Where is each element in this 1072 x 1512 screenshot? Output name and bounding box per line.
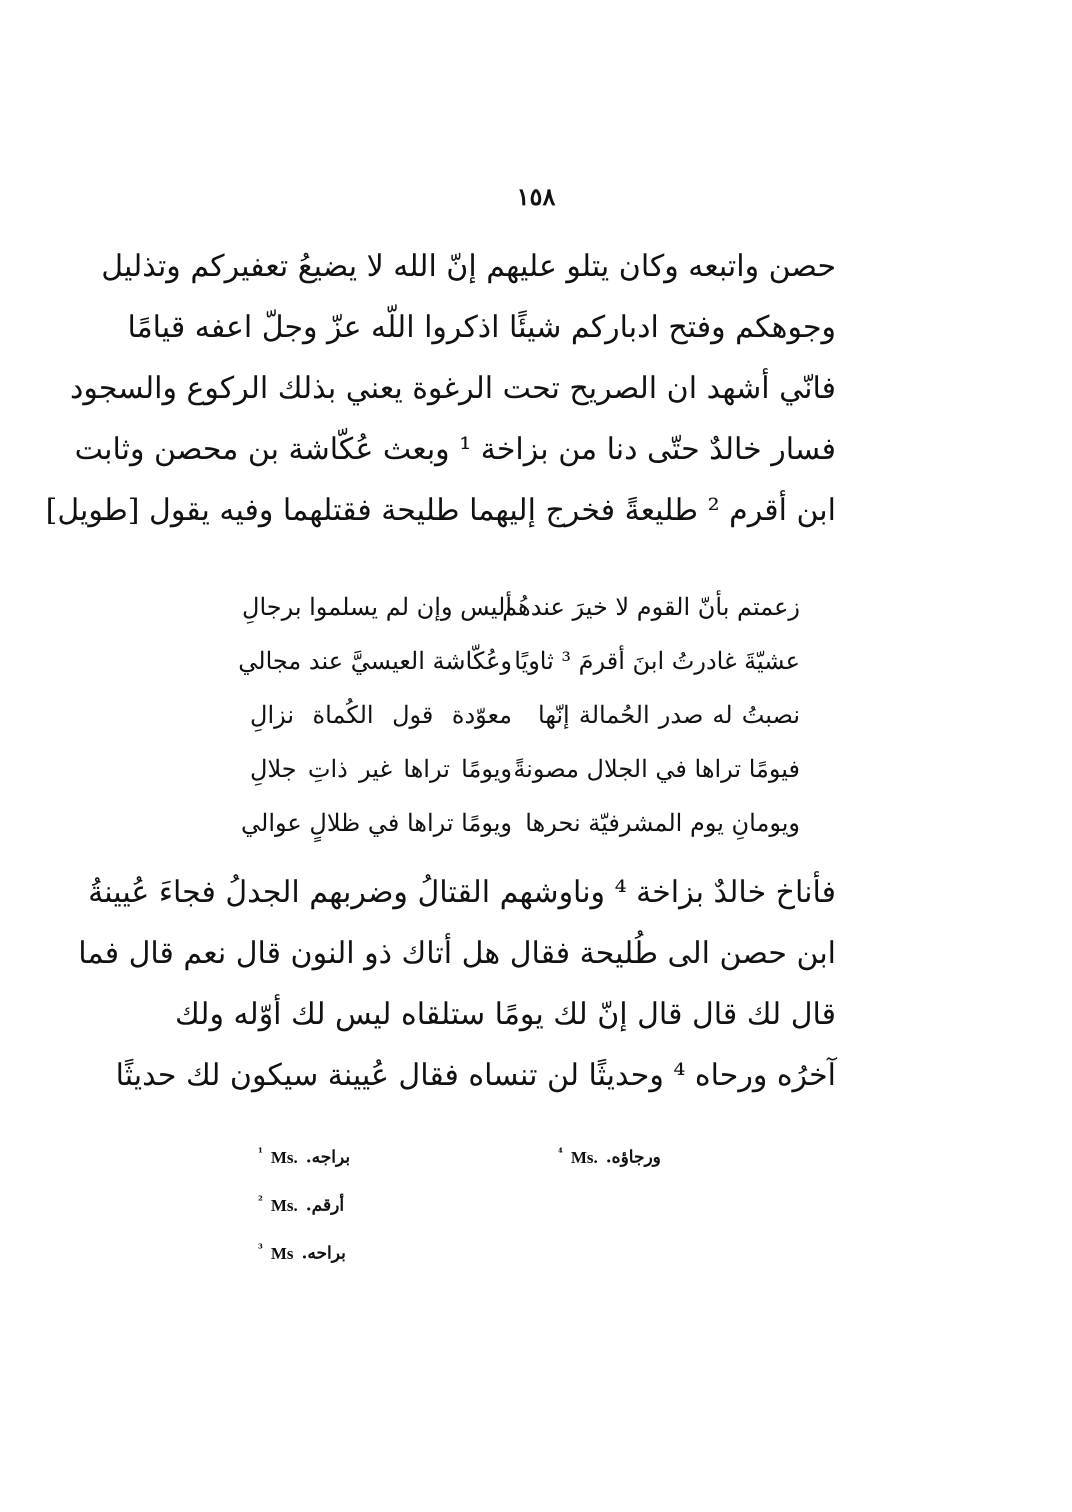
footnote-source: Ms — [270, 1243, 294, 1263]
prose-line: فانّي أشهد ان الصريح تحت الرغوة يعني بذلك الركوع والسجود — [70, 371, 836, 406]
footnote-marker: ² — [258, 1194, 263, 1207]
prose-line: فأناخ خالدٌ بزاخة ⁴ وناوشهم القتالُ وضربهم الجدلُ فجاءَ عُيينةُ — [88, 875, 836, 910]
hemistich-first: عشيّةَ غادرتُ ابنَ أقرمَ ³ ثاويًا — [514, 647, 800, 675]
poem-verse — [250, 688, 800, 742]
poem-verse — [250, 742, 800, 796]
prose-line-text: ابن أقرم ² طليعةً فخرج إليهما طليحة فقتلهما وفيه يقول — [149, 493, 836, 528]
poem-verse — [238, 634, 800, 688]
footnote-marker: ¹ — [258, 1146, 263, 1159]
page-number: ١٥٨ — [516, 182, 556, 211]
footnote — [258, 1194, 344, 1216]
footnote-source: Ms. — [270, 1195, 298, 1215]
hemistich-second: ويومًا تراها غير ذاتِ جلالِ — [250, 755, 512, 783]
hemistich-second: معوّدة قول الكُماة نزالِ — [250, 701, 512, 729]
hemistich-second: أليس وإن لم يسلموا برجالِ — [242, 593, 512, 621]
prose-line: قال لك قال قال إنّ لك يومًا ستلقاه ليس لك أوّله ولك — [175, 997, 836, 1032]
prose-line: حصن واتبعه وكان يتلو عليهم إنّ الله لا يضيعُ تعفيركم وتذليل — [101, 249, 836, 284]
poem — [238, 580, 800, 850]
footnote-marker: ⁴ — [558, 1146, 563, 1159]
prose-line-with-meter — [45, 480, 836, 541]
prose-line: ابن حصن الى طُليحة فقال هل أتاك ذو النون قال نعم قال فما — [78, 936, 836, 971]
hemistich-second: وعُكّاشة العيسيَّ عند مجالي — [238, 647, 512, 675]
footnote — [558, 1146, 661, 1168]
footnote-text: براحه. — [301, 1243, 346, 1264]
hemistich-first: زعمتم بأنّ القوم لا خيرَ عندهُم — [502, 593, 800, 621]
meter-label: [طويل] — [45, 493, 140, 528]
prose-line: آخرُه ورحاه ⁴ وحديثًا لن تنساه فقال عُيينة سيكون لك حديثًا — [115, 1058, 836, 1093]
footnote-text: براجه. — [305, 1147, 351, 1168]
hemistich-first: فيومًا تراها في الجلال مصونةً — [513, 755, 800, 783]
footnote-source: Ms. — [270, 1147, 298, 1167]
prose-line: وجوهكم وفتح ادباركم شيئًا اذكروا اللّه عزّ وجلّ اعفه قيامًا — [127, 310, 836, 345]
footnote-text: أرقم. — [305, 1195, 345, 1216]
footnote — [258, 1146, 350, 1168]
hemistich-first: ويومانِ يوم المشرفيّة نحرها — [525, 809, 800, 837]
hemistich-second: ويومًا تراها في ظلالٍ عوالي — [241, 809, 512, 837]
footnote — [258, 1242, 346, 1264]
poem-verse — [241, 796, 800, 850]
footnote-text: ورجاؤه. — [605, 1147, 661, 1168]
prose-line: فسار خالدٌ حتّى دنا من بزاخة ¹ وبعث عُكّاشة بن محصن وثابت — [74, 432, 836, 467]
footnote-source: Ms. — [570, 1147, 598, 1167]
poem-verse — [242, 580, 800, 634]
prose-block-top — [45, 236, 836, 541]
hemistich-first: نصبتُ له صدر الحُمالة إنّها — [538, 701, 800, 729]
prose-block-bottom — [78, 862, 836, 1106]
footnote-marker: ³ — [258, 1242, 263, 1255]
